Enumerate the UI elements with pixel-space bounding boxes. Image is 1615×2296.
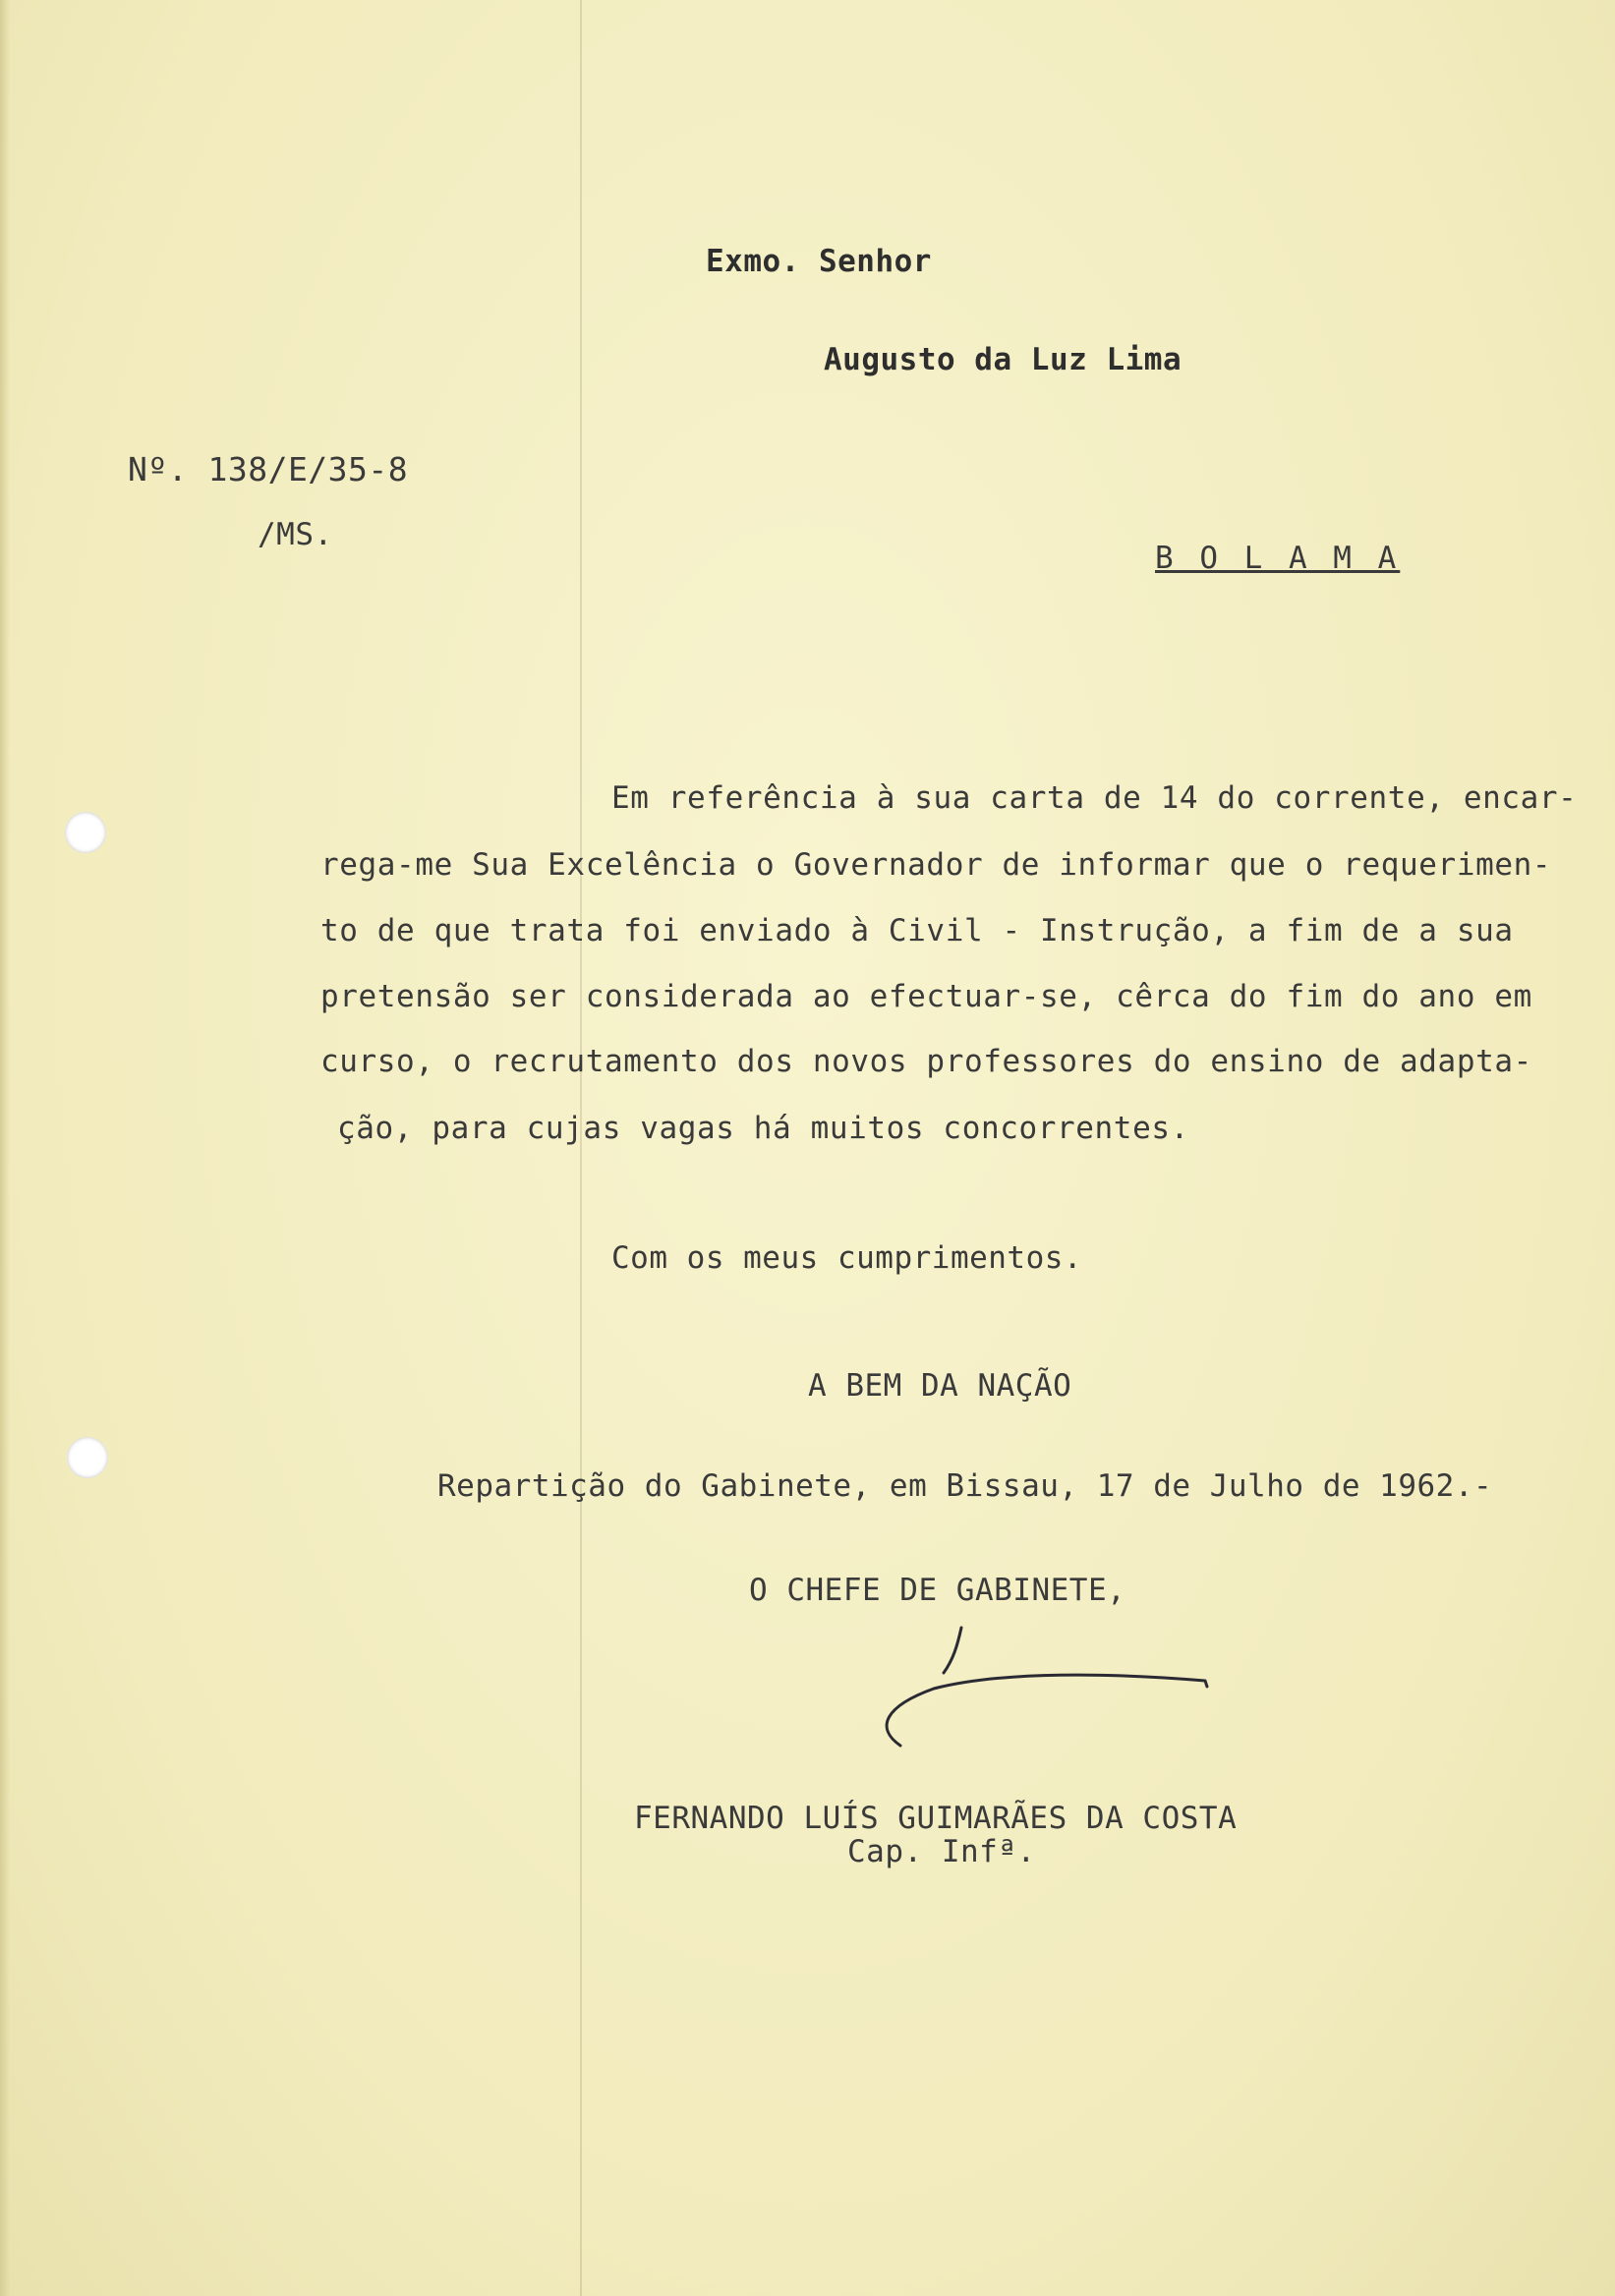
punch-hole-bottom	[67, 1437, 108, 1478]
body-line: to de que trata foi enviado à Civil - Instrução, a fim de a sua	[320, 913, 1514, 948]
closing-greeting: Com os meus cumprimentos.	[611, 1240, 1083, 1276]
reference-number: Nº. 138/E/35-8	[128, 450, 409, 488]
paper-fold-line	[580, 0, 582, 2296]
body-line: pretensão ser considerada ao efectuar-se, cêrca do fim do ano em	[320, 979, 1532, 1014]
body-line: curso, o recrutamento dos novos professores do ensino de adapta-	[320, 1044, 1532, 1079]
punch-hole-top	[65, 812, 106, 853]
place-and-date: Repartição do Gabinete, em Bissau, 17 de Julho de 1962.-	[437, 1468, 1493, 1504]
signer-name: FERNANDO LUÍS GUIMARÃES DA COSTA	[634, 1801, 1238, 1836]
body-line: rega-me Sua Excelência o Governador de informar que o requerimen-	[320, 847, 1552, 883]
recipient-name: Augusto da Luz Lima	[824, 342, 1182, 377]
handwritten-signature	[855, 1612, 1229, 1759]
paper-edge-shadow	[0, 0, 10, 2296]
motto: A BEM DA NAÇÃO	[808, 1368, 1072, 1404]
salutation: Exmo. Senhor	[706, 244, 932, 279]
signer-title: O CHEFE DE GABINETE,	[749, 1573, 1126, 1608]
body-line: Em referência à sua carta de 14 do corrente, encar-	[611, 780, 1578, 816]
reference-suffix: /MS.	[258, 517, 333, 552]
destination-city: B O L A M A	[1155, 541, 1401, 576]
signer-rank: Cap. Infª.	[847, 1834, 1036, 1869]
body-line: ção, para cujas vagas há muitos concorrentes.	[337, 1111, 1189, 1146]
